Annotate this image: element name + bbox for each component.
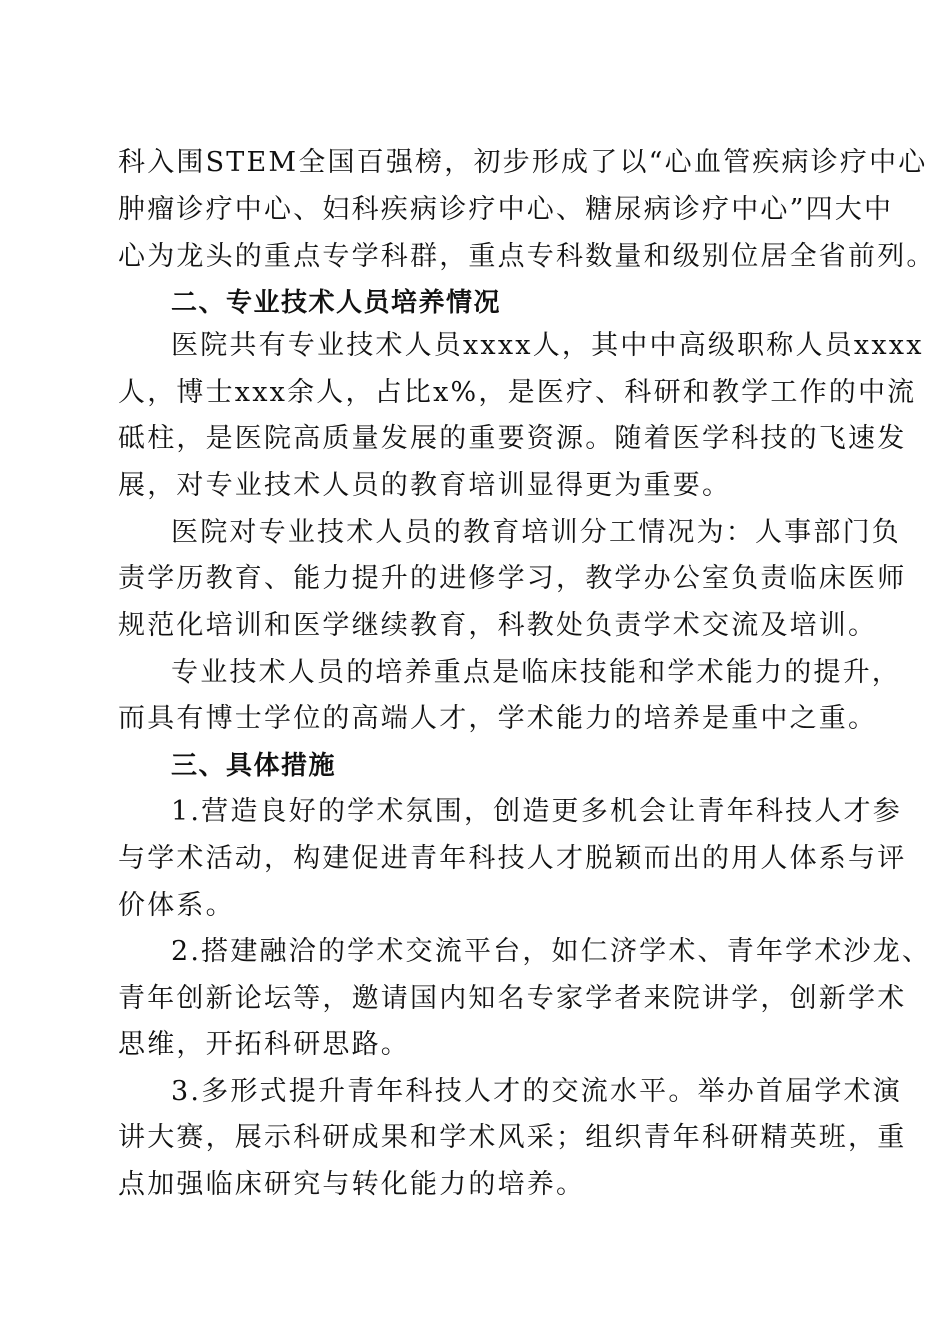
body-text-line: 专业技术人员的培养重点是临床技能和学术能力的提升， [171, 657, 901, 688]
body-text-line: 而具有博士学位的高端人才，学术能力的培养是重中之重。 [118, 703, 878, 734]
body-text-line: 青年创新论坛等，邀请国内知名专家学者来院讲学，创新学术 [118, 983, 907, 1014]
body-text-line: 医院对专业技术人员的教育培训分工情况为：人事部门负 [171, 517, 901, 548]
body-text-line: 展，对专业技术人员的教育培训显得更为重要。 [118, 470, 732, 501]
body-text-line: 与学术活动，构建促进青年科技人才脱颖而出的用人体系与评 [118, 843, 907, 874]
body-text-line: 心为龙头的重点专学科群，重点专科数量和级别位居全省前列。 [118, 241, 936, 272]
section-heading: 三、具体措施 [171, 751, 337, 781]
body-text-line: 点加强临床研究与转化能力的培养。 [118, 1169, 586, 1200]
body-text-line: 人，博士xxx余人，占比x%，是医疗、科研和教学工作的中流 [118, 377, 917, 408]
body-text-line: 砥柱，是医院高质量发展的重要资源。随着医学科技的飞速发 [118, 423, 907, 454]
body-text-line: 责学历教育、能力提升的进修学习，教学办公室负责临床医师 [118, 563, 907, 594]
body-text-line: 价体系。 [118, 890, 235, 921]
body-text-line: 科入围STEM全国百强榜，初步形成了以“心血管疾病诊疗中心 [118, 147, 928, 178]
body-text-line: 1.营造良好的学术氛围，创造更多机会让青年科技人才参 [171, 796, 902, 827]
body-text-line: 规范化培训和医学继续教育，科教处负责学术交流及培训。 [118, 610, 878, 641]
body-text-line: 2.搭建融洽的学术交流平台，如仁济学术、青年学术沙龙、 [171, 936, 932, 967]
body-text-line: 医院共有专业技术人员xxxx人，其中中高级职称人员xxxx [171, 330, 924, 361]
body-text-line: 讲大赛，展示科研成果和学术风采；组织青年科研精英班，重 [118, 1122, 907, 1153]
body-text-line: 3.多形式提升青年科技人才的交流水平。举办首届学术演 [171, 1076, 902, 1107]
body-text-line: 肿瘤诊疗中心、妇科疾病诊疗中心、糖尿病诊疗中心”四大中 [118, 194, 894, 225]
section-heading: 二、专业技术人员培养情况 [171, 288, 502, 318]
body-text-line: 思维，开拓科研思路。 [118, 1029, 410, 1060]
